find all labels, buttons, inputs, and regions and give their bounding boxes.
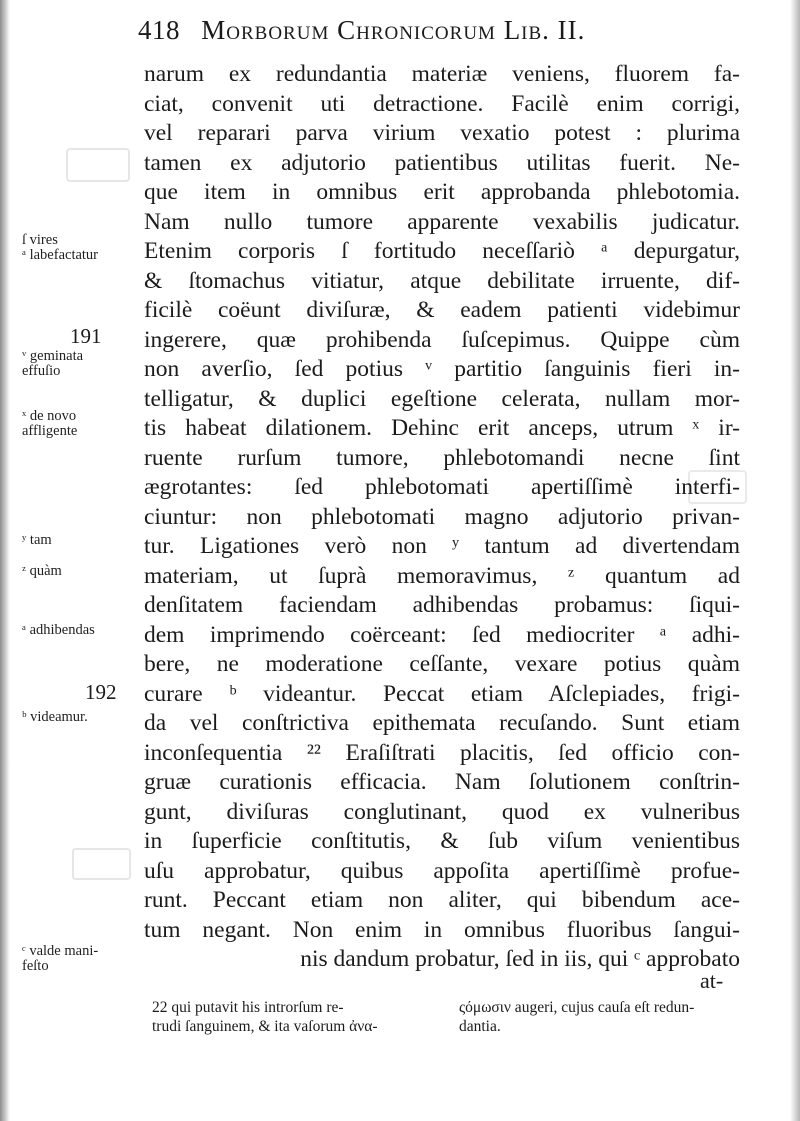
text-line: ciuntur: non phlebotomati magno adjutorio privan- <box>144 503 740 530</box>
margin-note-line: ʸ tam <box>22 532 52 548</box>
text-line: que item in omnibus erit approbanda phlebotomia. <box>144 179 740 205</box>
margin-number-192: 192 <box>85 680 117 704</box>
footnote-line: ςόμωσιν augeri, cujus cauſa eſt redun- <box>459 999 695 1016</box>
text-line: & ſtomachus vitiatur, atque debilitate irruente, dif- <box>144 267 740 294</box>
margin-note-vires <box>22 233 98 263</box>
margin-note-line: ᵃ labefactatur <box>22 247 99 263</box>
footnote-right-column <box>459 998 749 1036</box>
margin-note-line: ᵇ videamur. <box>22 709 88 725</box>
text-line: dem imprimendo coërceant: ſed mediocriter ᵃ adhi- <box>144 621 740 648</box>
text-line: da vel conſtrictiva epithemata recuſando. Sunt etiam <box>144 710 740 736</box>
text-line: inconſequentia ²² Eraſiſtrati placitis, ſed officio con- <box>144 739 740 766</box>
text-line: materiam, ut ſuprà memoravimus, ᶻ quantum ad <box>144 562 740 589</box>
show-through-numeral <box>72 848 131 880</box>
margin-number-191: 191 <box>70 324 102 348</box>
text-line: vel reparari parva virium vexatio potest : plurima <box>144 120 740 146</box>
margin-note-line: affligente <box>22 423 78 439</box>
margin-note-line: ˣ de novo <box>22 408 77 424</box>
scan-shadow-left <box>0 0 10 1121</box>
text-line: ruente rurſum tumore, phlebotomandi necne ſint <box>144 444 740 471</box>
margin-note-videamur <box>22 710 88 725</box>
margin-note-line: ᶻ quàm <box>22 563 62 579</box>
text-line: in ſuperficie conſtitutis, & ſub viſum venientibus <box>144 828 740 854</box>
margin-note-line: feſto <box>22 958 49 974</box>
text-line: ingerere, quæ prohibenda ſuſcepimus. Quippe cùm <box>144 326 740 353</box>
margin-note-line: ſ vires <box>22 232 58 248</box>
footnote-line: trudi ſanguinem, & ita vaſorum ἀνα- <box>152 1018 378 1035</box>
margin-note-adhibendas <box>22 623 95 638</box>
text-line: tis habeat dilationem. Dehinc erit anceps, utrum ˣ ir- <box>144 415 740 441</box>
margin-note-quam <box>22 564 62 579</box>
margin-note-geminata <box>22 349 83 379</box>
margin-note-line: ᶜ valde mani- <box>22 943 99 959</box>
body-text <box>144 60 740 975</box>
text-line: narum ex redundantia materiæ veniens, fluorem fa- <box>144 61 740 87</box>
text-line: runt. Peccant etiam non aliter, qui bibendum ace- <box>144 887 740 913</box>
text-line: denſitatem faciendam adhibendas probamus: ſiqui- <box>144 592 740 618</box>
show-through-numeral <box>66 148 130 182</box>
text-line: Etenim corporis ſ fortitudo neceſſariò ᵃ depurgatur, <box>144 238 740 264</box>
margin-note-line: effuſio <box>22 363 61 379</box>
text-line: nis dandum probatur, ſed in iis, qui ᶜ approbato <box>300 946 740 972</box>
text-line: telligatur, & duplici egeſtione celerata, nullam mor- <box>144 385 740 412</box>
text-line: tur. Ligationes verò non ʸ tantum ad divertendam <box>144 533 740 559</box>
footnote-line: 22 qui putavit his introrſum re- <box>152 999 344 1016</box>
text-line: gunt, diviſuras conglutinant, quod ex vulneribus <box>144 798 740 825</box>
text-line: ciat, convenit uti detractione. Facilè enim corrigi, <box>144 90 740 117</box>
catchword: at- <box>700 968 724 993</box>
text-line: bere, ne moderatione ceſſante, vexare potius quàm <box>144 651 740 677</box>
text-line: Nam nullo tumore apparente vexabilis judicatur. <box>144 208 740 235</box>
text-line: curare ᵇ videantur. Peccat etiam Aſclepiades, frigi- <box>144 680 740 707</box>
margin-note-tam <box>22 533 52 548</box>
text-line: tamen ex adjutorio patientibus utilitas fuerit. Ne- <box>144 149 740 176</box>
margin-note-line: ᵃ adhibendas <box>22 622 95 638</box>
footnote-line: dantia. <box>459 1018 501 1035</box>
text-line: ficilè coëunt diviſuræ, & eadem patienti videbimur <box>144 297 740 323</box>
text-line: ægrotantes: ſed phlebotomati apertiſſimè interfi- <box>144 474 740 500</box>
running-head <box>138 15 738 55</box>
footnote-left-column <box>152 998 447 1036</box>
margin-note-valde <box>22 944 98 974</box>
text-line: uſu approbatur, quibus appoſita apertiſſimè profue- <box>144 857 740 884</box>
running-title: Morborum Chronicorum Lib. II. <box>201 15 586 45</box>
text-line: tum negant. Non enim in omnibus fluoribus ſangui- <box>144 916 740 943</box>
page-number: 418 <box>138 15 180 45</box>
scan-shadow-right <box>790 0 800 1121</box>
text-line: gruæ curationis efficacia. Nam ſolutionem conſtrin- <box>144 769 740 795</box>
text-line: non averſio, ſed potius ᵛ partitio ſanguinis fieri in- <box>144 356 740 382</box>
margin-note-de-novo <box>22 409 77 439</box>
margin-note-line: ᵛ geminata <box>22 348 84 364</box>
